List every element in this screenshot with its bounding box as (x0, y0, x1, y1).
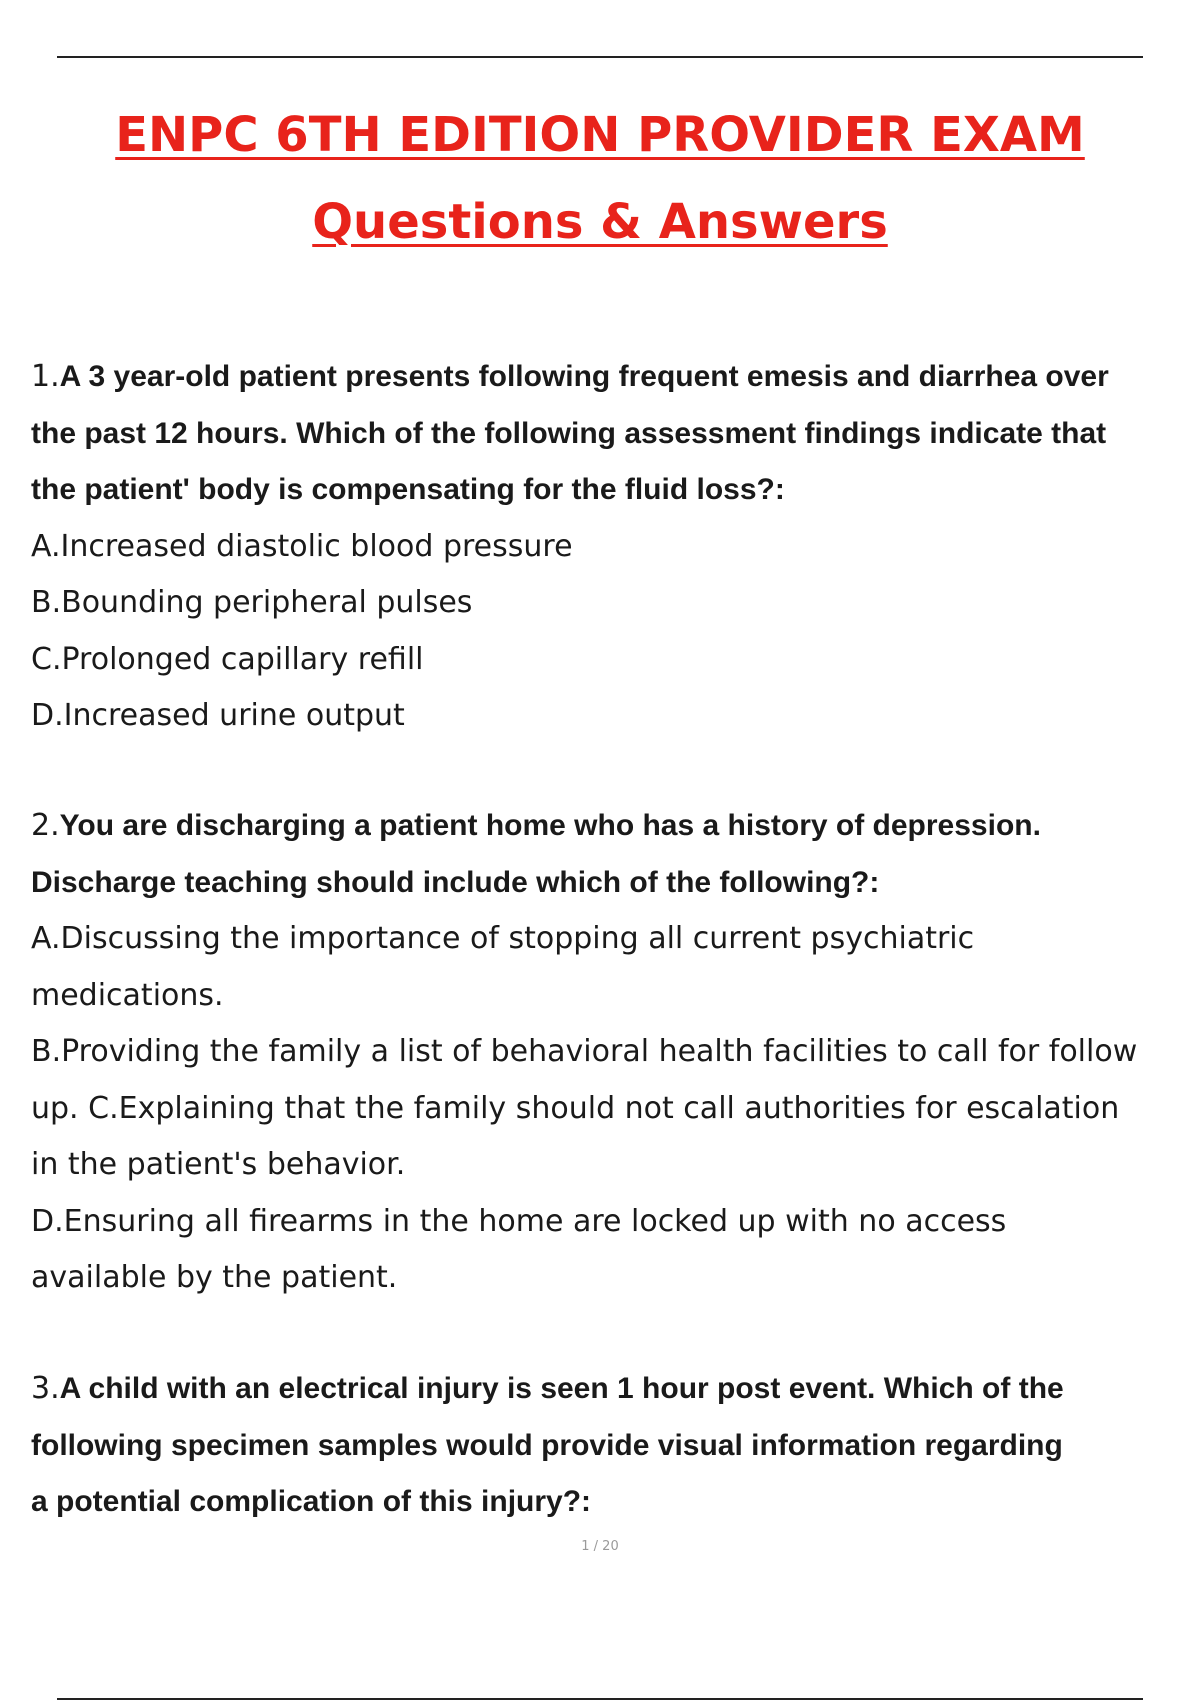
question-number: 1. (31, 359, 60, 394)
question-stem-line (31, 798, 1200, 855)
question-2 (31, 798, 1200, 1307)
question-stem-line: Discharge teaching should include which of the following?: (31, 865, 880, 899)
question-stem-text: A child with an electrical injury is seen 1 hour post event. Which of the (59, 1372, 1064, 1405)
top-rule (57, 56, 1143, 58)
question-1 (31, 349, 1200, 745)
question-stem-line: a potential complication of this injury?: (31, 1485, 592, 1518)
answer-option-c: up. C.Explaining that the family should not call authorities for escalation (31, 1090, 1120, 1126)
answer-option-c: C.Prolonged capillary refill (31, 641, 424, 677)
page-indicator: 1 / 20 (581, 1539, 619, 1554)
question-stem-line: the patient' body is compensating for the fluid loss?: (31, 473, 785, 506)
question-number: 3. (31, 1371, 60, 1406)
answer-option-b: B.Bounding peripheral pulses (31, 585, 473, 620)
question-stem-line: following specimen samples would provide visual information regarding (31, 1428, 1063, 1462)
question-stem-line (31, 349, 1200, 406)
question-stem-line: the past 12 hours. Which of the following assessment findings indicate that (31, 416, 1107, 450)
document-subtitle: Questions & Answers (312, 194, 888, 250)
answer-option-d: D.Ensuring all firearms in the home are locked up with no access (31, 1203, 1007, 1239)
question-3 (31, 1361, 1200, 1531)
question-number: 2. (31, 808, 60, 843)
answer-option-a: A.Discussing the importance of stopping all current psychiatric (31, 921, 975, 956)
question-stem-line (31, 1361, 1200, 1418)
answer-option-a: A.Increased diastolic blood pressure (31, 528, 573, 564)
answer-option-c-continued: in the patient's behavior. (31, 1147, 406, 1182)
question-stem-text: A 3 year-old patient presents following frequent emesis and diarrhea over (59, 360, 1109, 393)
answer-option-b: B.Providing the family a list of behavioral health facilities to call for follow (31, 1034, 1138, 1069)
answer-option-a-continued: medications. (31, 977, 224, 1013)
question-stem-text: You are discharging a patient home who has a history of depression. (59, 809, 1041, 842)
document-title: ENPC 6TH EDITION PROVIDER EXAM (115, 107, 1085, 163)
answer-option-d-continued: available by the patient. (31, 1260, 398, 1295)
answer-option-d: D.Increased urine output (31, 698, 405, 733)
